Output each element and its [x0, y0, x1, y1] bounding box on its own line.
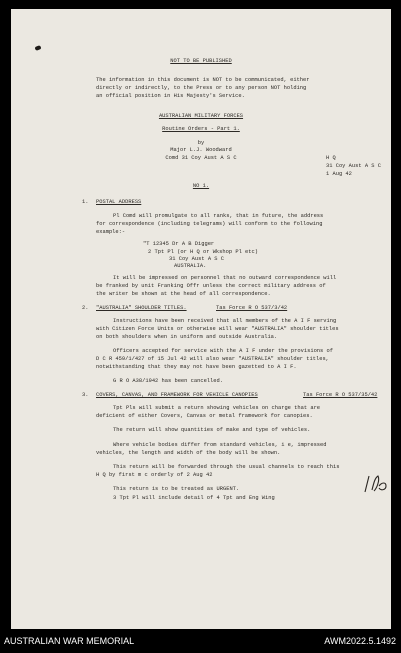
handwritten-initials	[362, 470, 390, 498]
by-line: by	[197, 140, 205, 146]
section-2-p1-line-2: with Citizen Force Units or otherwise will wear "AUSTRALIA" shoulder titles	[96, 326, 339, 332]
author-unit: Comd 31 Coy Aust A S C	[165, 155, 237, 161]
notice-line-1: The information in this document is NOT to be communicated, either	[96, 77, 310, 83]
section-3-p5: This return is to be treated as URGENT.	[113, 486, 240, 492]
section-1-after-2: be franked by unit Franking Offr unless the correct military address of	[96, 283, 326, 289]
section-3-title: COVERS, CANVAS, AND FRAMEWORK FOR VEHICLE CANOPIES	[96, 392, 258, 398]
section-3-p4-line-2: H Q by first m c orderly of 2 Aug 42	[96, 472, 213, 478]
address-example-2: 2 Tpt Pl (or H Q or Wkshop Pl etc)	[148, 249, 258, 255]
section-2-reference: Tas Force R O 537/3/42	[216, 305, 288, 311]
section-1-title: POSTAL ADDRESS	[96, 199, 142, 205]
classification-heading: NOT TO BE PUBLISHED	[170, 58, 232, 64]
section-2-title: "AUSTRALIA" SHOULDER TITLES.	[96, 305, 187, 311]
unit-heading: AUSTRALIAN MILITARY FORCES	[158, 113, 244, 119]
section-1-number: 1.	[82, 199, 89, 205]
notice-line-3: an official position in His Majesty's Service.	[96, 93, 245, 99]
section-3-p1-line-2: deficient of either Covers, Canvas or metal framework for canopies.	[96, 413, 313, 419]
section-2-p1-line-3: on both shoulders when in uniform and outside Australia.	[96, 334, 278, 340]
section-2-p3: G R O A38/1942 has been cancelled.	[113, 378, 223, 384]
section-2-p2-line-3: notwithstanding that they may not have been gazetted to A I F.	[96, 364, 297, 370]
section-3-reference: Tas Force R O 537/35/42	[303, 392, 378, 398]
footer-right: AWM2022.5.1492	[324, 636, 396, 646]
section-3-p3-line-1: Where vehicle bodies differ from standard vehicles, i e, impressed	[113, 442, 327, 448]
section-1-after-1: It will be impressed on personnel that no outward correspondence will	[113, 275, 337, 281]
section-3-p3-line-2: vehicles, the length and width of the body will be shown.	[96, 450, 281, 456]
section-3-p2: The return will show quantities of make and type of vehicles.	[113, 427, 311, 433]
section-2-number: 2.	[82, 305, 89, 311]
footer-left: AUSTRALIAN WAR MEMORIAL	[4, 636, 135, 646]
section-3-number: 3.	[82, 392, 89, 398]
address-example-1: "T 12345 Dr A B Digger	[143, 241, 215, 247]
section-2-p2-line-1: Officers accepted for service with the A I F under the provisions of	[113, 348, 333, 354]
author-name: Major L.J. Woodward	[170, 147, 232, 153]
section-2-p1-line-1: Instructions have been received that all members of the A I F serving	[113, 318, 337, 324]
section-1-line-2: for correspondence (including telegrams) will conform to the following	[96, 221, 323, 227]
address-example-4: AUSTRALIA.	[174, 263, 207, 269]
hq-line-1: H Q	[326, 155, 336, 161]
orders-title: Routine Orders - Part 1.	[162, 126, 240, 132]
hq-line-2: 31 Coy Aust A S C	[326, 163, 381, 169]
section-1-line-1: Pl Comd will promulgate to all ranks, that in future, the address	[113, 213, 324, 219]
address-example-3: 31 Coy Aust A S C	[169, 256, 224, 262]
section-3-p4-line-1: This return will be forwarded through the usual channels to reach this	[113, 464, 340, 470]
notice-line-2: directly or indirectly, to the Press or to any person NOT holding	[96, 85, 307, 91]
section-3-p6: 3 Tpt Pl will include detail of 4 Tpt and Eng Wing	[113, 495, 275, 501]
section-1-line-3: example:-	[96, 229, 126, 235]
section-1-after-3: the writer be shown at the head of all correspondence.	[96, 291, 271, 297]
order-number: NO 1.	[192, 183, 210, 189]
section-2-p2-line-2: D C R 459/1/427 of 15 Jul 42 will also wear "AUSTRALIA" shoulder titles,	[96, 356, 329, 362]
section-3-p1-line-1: Tpt Pls will submit a return showing vehicles on charge that are	[113, 405, 321, 411]
hq-line-3: 1 Aug 42	[326, 171, 352, 177]
